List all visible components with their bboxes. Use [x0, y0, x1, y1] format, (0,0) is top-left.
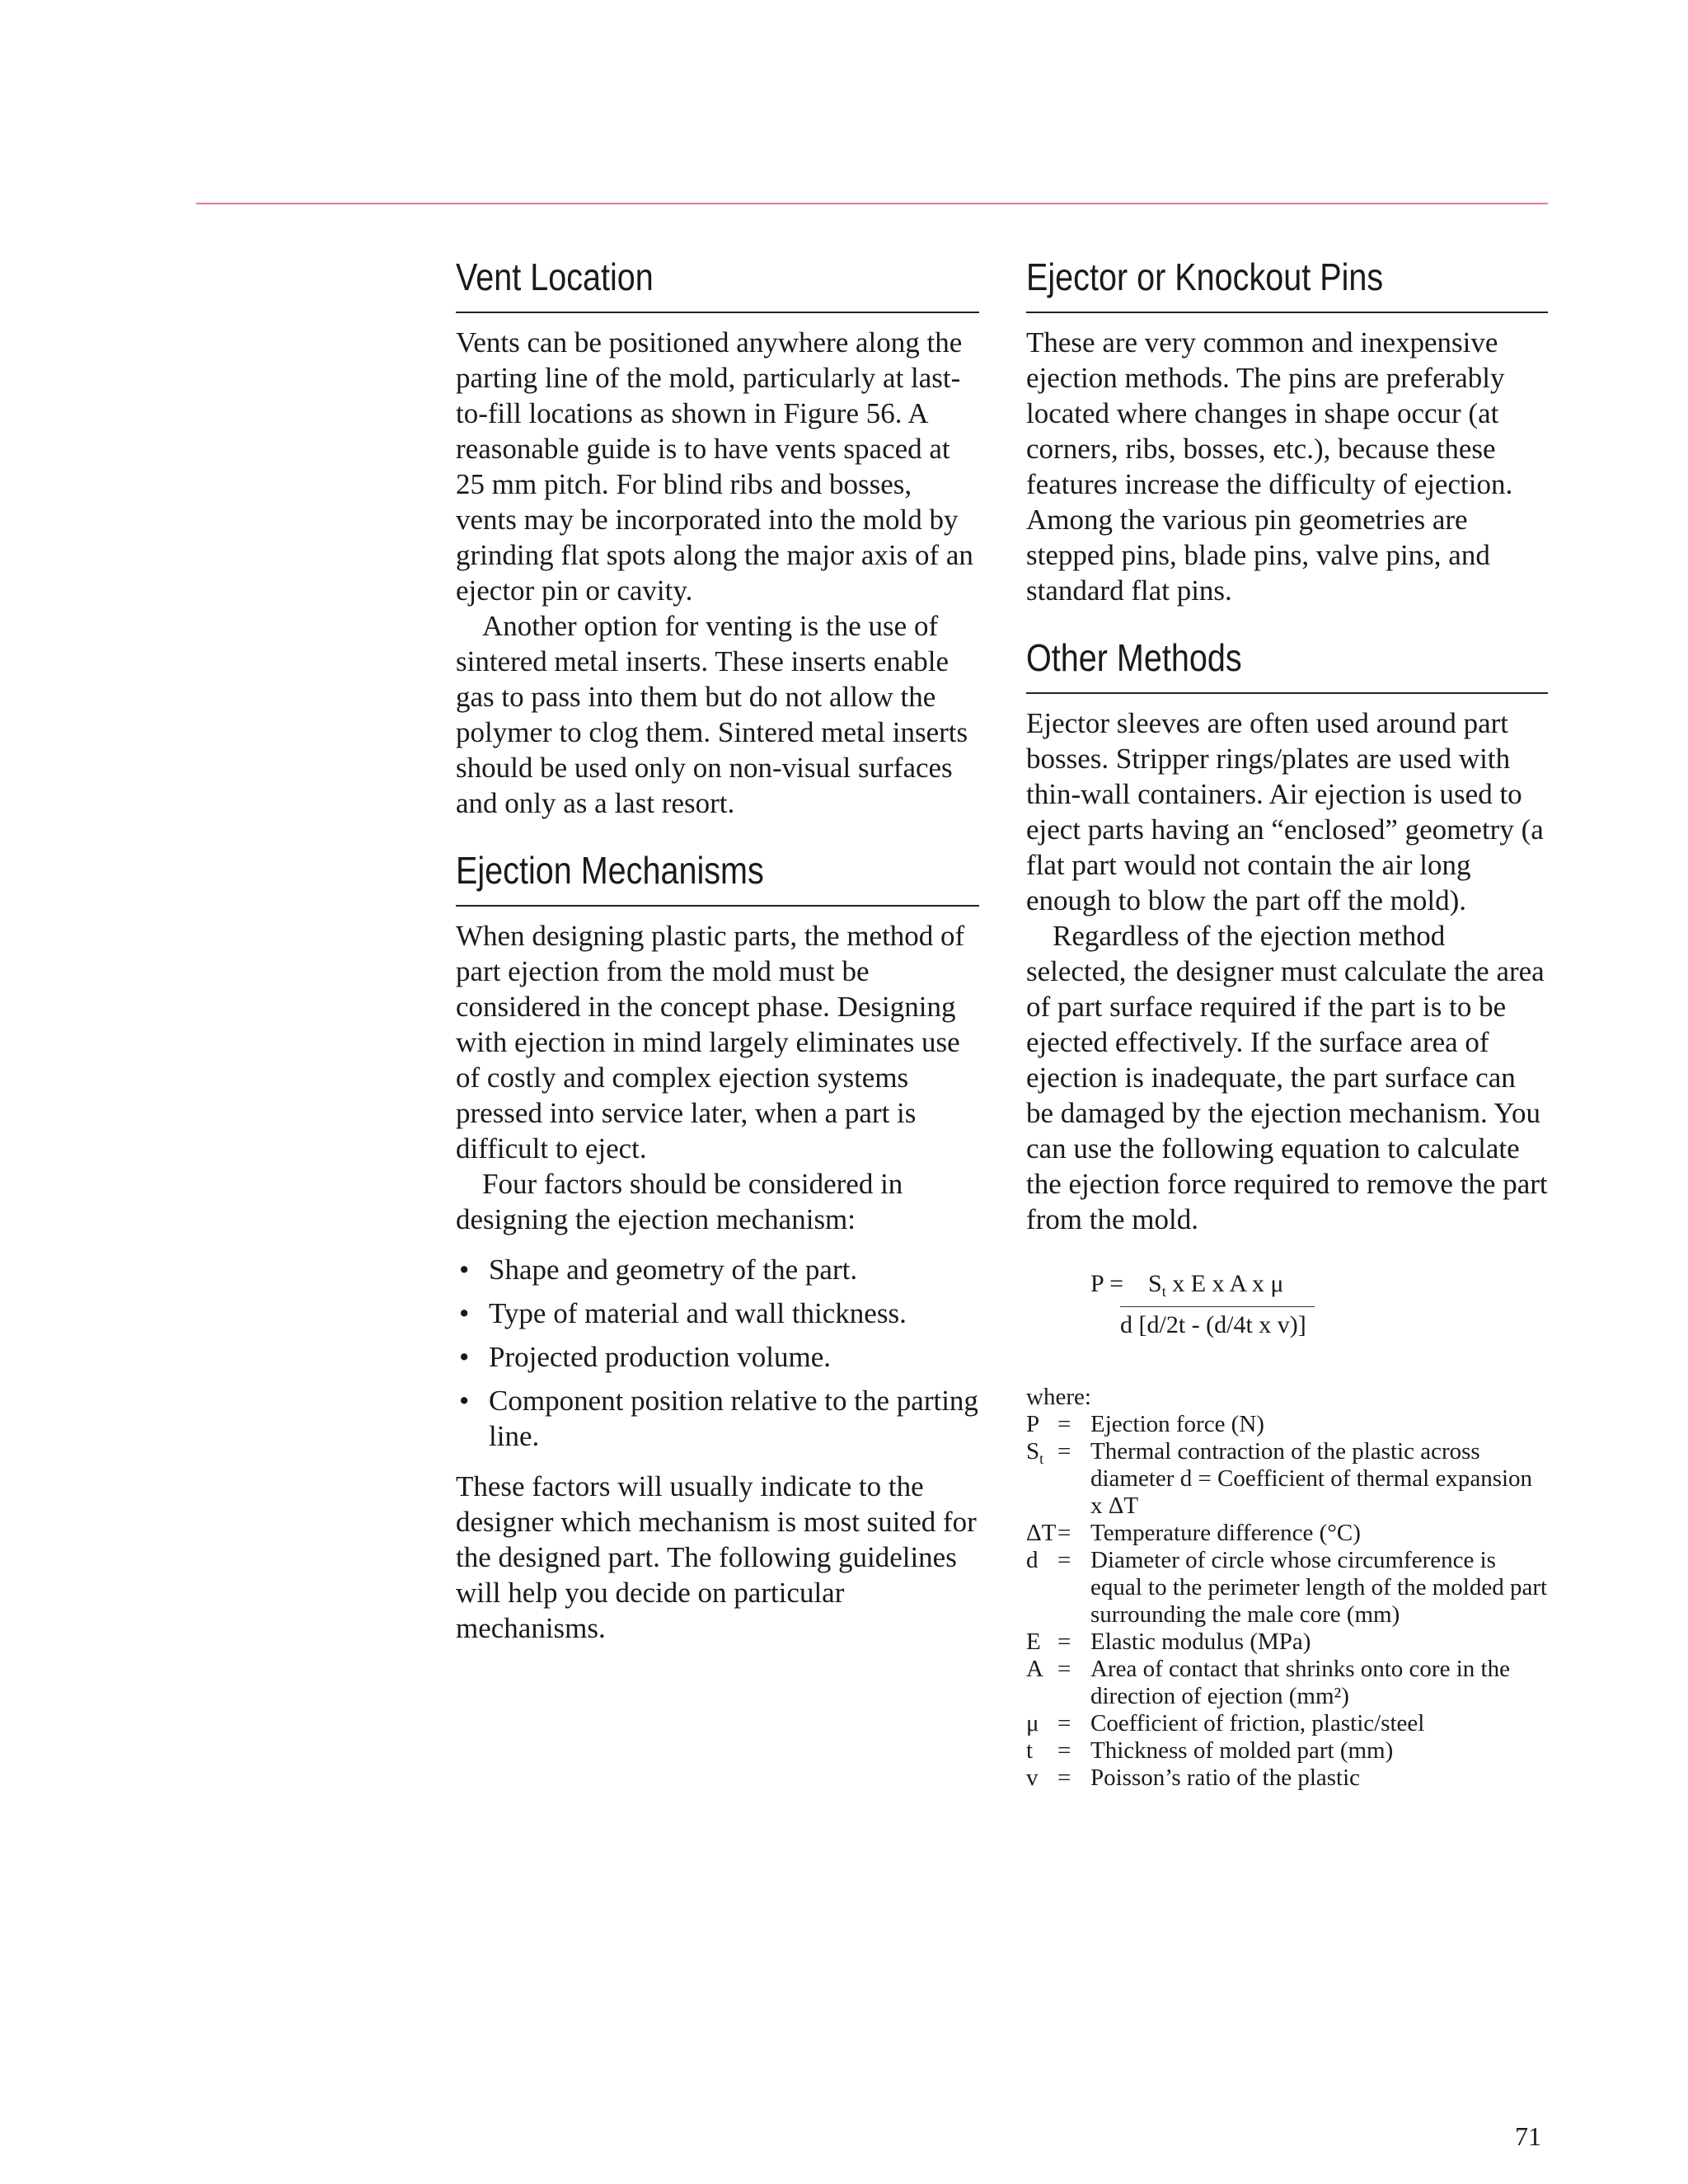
left-column: [456, 252, 979, 1646]
definition-row: [1026, 1438, 1548, 1520]
vent-location-heading-block: [456, 252, 979, 313]
definition-equals: =: [1057, 1656, 1071, 1682]
list-item: • Projected production volume.: [459, 1341, 832, 1373]
list-item: • Type of material and wall thickness.: [459, 1297, 907, 1329]
definition-symbol: ΔT: [1026, 1520, 1057, 1546]
definition-symbol: d: [1026, 1547, 1039, 1573]
paragraph: These are very common and inexpensive ejection methods. The pins are preferably located where changes in shape occur (at corners, ribs, bosses, etc.), because these features increase the difficulty of ejection. Among the various pin geometries are stepped pins, blade pins, valve pins, and standard flat pins.: [1026, 326, 1513, 607]
definition-row: [1026, 1629, 1548, 1656]
definition-text: Coefficient of friction, plastic/steel: [1090, 1710, 1425, 1736]
formula-numerator: $S_t$ x E x A x μ: [1148, 1270, 1284, 1300]
section-heading-ejector-pins: Ejector or Knockout Pins: [1026, 255, 1384, 298]
factor-list: [456, 1252, 979, 1454]
paragraph: Another option for venting is the use of sintered metal inserts. These inserts enable gas to pass into them but do not allow the polymer to clog them. Sintered metal inserts should be used only on non-visual surfaces and only as a last resort.: [456, 610, 968, 819]
ejection-mechanisms-heading-block: [456, 846, 979, 907]
definition-row: [1026, 1656, 1548, 1710]
paragraph: Regardless of the ejection method selected, the designer must calculate the area of part surface required if the part is to be ejected effectively. If the surface area of ejection is inadequate, the part surface can be damaged by the ejection mechanism. You can use the following equation to calculate the ejection force required to remove the part from the mold.: [1026, 920, 1548, 1235]
definition-text: Thermal contraction of the plastic across diameter d = Coefficient of thermal expansion x ΔT: [1090, 1438, 1533, 1519]
definition-equals: =: [1057, 1438, 1071, 1465]
definition-equals: =: [1057, 1629, 1071, 1655]
where-label: where:: [1026, 1384, 1091, 1410]
definition-row: [1026, 1411, 1548, 1438]
definition-text: Diameter of circle whose circumference is equal to the perimeter length of the molded part surrounding the male core (mm): [1090, 1547, 1548, 1628]
paragraph: When designing plastic parts, the method of part ejection from the mold must be considered in the concept phase. Designing with ejection in mind largely eliminates use of costly and complex ejection systems pressed into service later, when a part is difficult to eject.: [456, 920, 965, 1165]
section-heading-other-methods: Other Methods: [1026, 636, 1242, 679]
section-heading-ejection-mechanisms: Ejection Mechanisms: [456, 849, 764, 892]
definition-symbol: t: [1026, 1737, 1034, 1764]
definition-symbol: P: [1026, 1411, 1040, 1437]
definition-equals: =: [1057, 1547, 1071, 1573]
bullet-icon: •: [459, 1297, 470, 1329]
definition-equals: =: [1057, 1710, 1071, 1736]
definition-equals: =: [1057, 1411, 1071, 1437]
definition-row: [1026, 1765, 1548, 1792]
list-item: • Component position relative to the parting line.: [459, 1385, 978, 1452]
definition-symbol: A: [1026, 1656, 1043, 1682]
definition-text: Elastic modulus (MPa): [1090, 1629, 1311, 1655]
ejection-force-formula: [1090, 1270, 1548, 1352]
right-column: [1026, 252, 1548, 1792]
definition-symbol: v: [1026, 1765, 1039, 1791]
definition-text: Area of contact that shrinks onto core in the direction of ejection (mm²): [1090, 1656, 1510, 1709]
paragraph: Vents can be positioned anywhere along the parting line of the mold, particularly at last-to-fill locations as shown in Figure 56. A reasonable guide is to have vents spaced at 25 mm pitch. For blind ribs and bosses, vents may be incorporated into the mold by grinding flat spots along the major axis of an ejector pin or cavity.: [456, 326, 973, 607]
definition-text: Temperature difference (°C): [1090, 1520, 1361, 1546]
formula-lhs: P =: [1090, 1270, 1123, 1297]
section-heading-vent-location: Vent Location: [456, 255, 654, 298]
definition-row: [1026, 1737, 1548, 1765]
definition-equals: =: [1057, 1765, 1071, 1791]
definition-equals: =: [1057, 1737, 1071, 1764]
other-methods-heading-block: [1026, 633, 1548, 694]
definition-text: Ejection force (N): [1090, 1411, 1264, 1437]
definition-symbol: $S_t$: [1026, 1438, 1044, 1467]
list-item: • Shape and geometry of the part.: [459, 1254, 858, 1286]
fraction-line: [1120, 1306, 1315, 1307]
definition-text: Poisson’s ratio of the plastic: [1090, 1765, 1361, 1791]
definition-row: [1026, 1520, 1548, 1547]
paragraph: These factors will usually indicate to the designer which mechanism is most suited for the designed part. The following guidelines will help you decide on particular mechanisms.: [456, 1470, 977, 1644]
definition-row: [1026, 1710, 1548, 1737]
definition-symbol: μ: [1026, 1710, 1039, 1736]
paragraph: Ejector sleeves are often used around part bosses. Stripper rings/plates are used with thin-wall containers. Air ejection is used to eject parts having an “enclosed” geometry (a flat part would not contain the air long enough to blow the part off the mold).: [1026, 707, 1544, 916]
bullet-icon: •: [459, 1341, 470, 1373]
where-block: [1026, 1384, 1548, 1792]
definition-symbol: E: [1026, 1629, 1041, 1655]
definition-text: Thickness of molded part (mm): [1090, 1737, 1394, 1764]
page-number: 71: [1515, 2121, 1541, 2151]
bullet-icon: •: [459, 1385, 470, 1417]
definitions-list: [1026, 1411, 1548, 1792]
definition-equals: =: [1057, 1520, 1071, 1546]
paragraph: Four factors should be considered in designing the ejection mechanism:: [456, 1168, 903, 1235]
definition-row: [1026, 1547, 1548, 1629]
ejector-pins-heading-block: [1026, 252, 1548, 313]
bullet-icon: •: [459, 1254, 470, 1286]
formula-denominator: d [d/2t - (d/4t x v)]: [1120, 1311, 1306, 1338]
top-rule: [196, 203, 1548, 204]
